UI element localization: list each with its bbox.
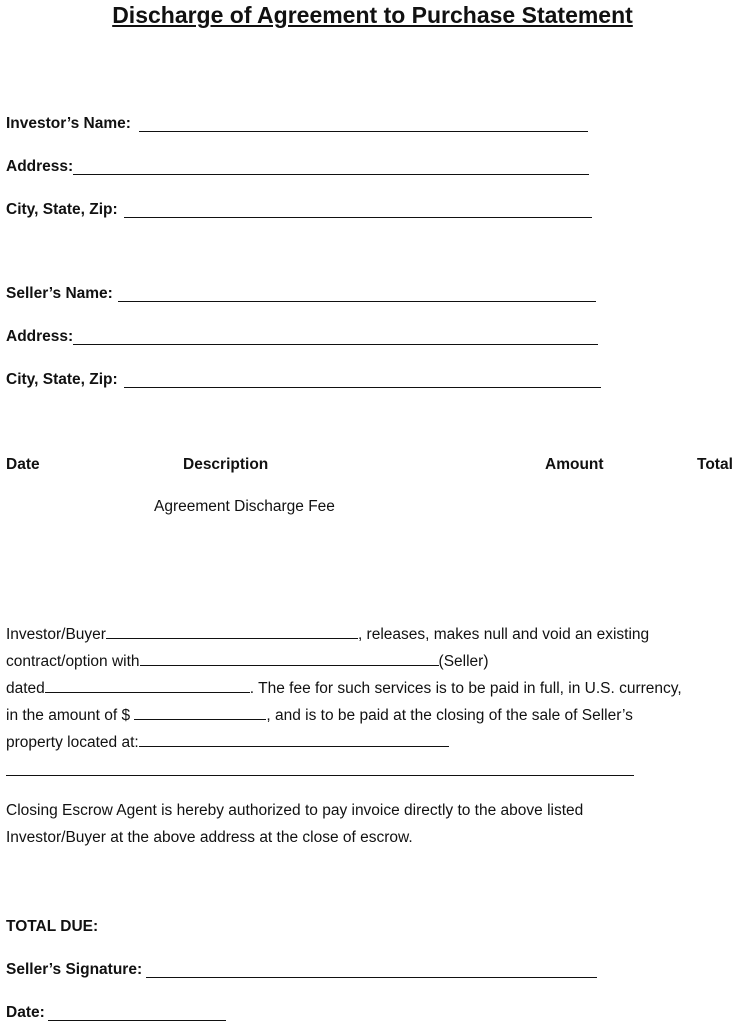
release-line-1 bbox=[6, 621, 649, 648]
amount-column-header: Amount bbox=[545, 456, 604, 473]
seller-name-label: Seller’s Name: bbox=[6, 285, 113, 302]
date-field[interactable] bbox=[48, 1005, 226, 1021]
amount-suffix-text: , and is to be paid at the closing of the sale of Seller’s bbox=[266, 707, 633, 724]
fee-text: . The fee for such services is to be paid in full, in U.S. currency, bbox=[249, 680, 682, 697]
date-column-header: Date bbox=[6, 456, 40, 473]
seller-signature-label: Seller’s Signature: bbox=[6, 961, 143, 978]
fee-description-cell: Agreement Discharge Fee bbox=[154, 498, 335, 515]
investor-name-field[interactable] bbox=[139, 116, 588, 132]
contract-with-label: contract/option with bbox=[6, 653, 140, 670]
investor-buyer-blank[interactable] bbox=[106, 624, 358, 639]
dated-label: dated bbox=[6, 680, 45, 697]
investor-address-field[interactable] bbox=[73, 159, 589, 175]
date-label: Date: bbox=[6, 1004, 45, 1021]
release-line-5 bbox=[6, 729, 449, 756]
document-title: Discharge of Agreement to Purchase Statement bbox=[112, 2, 633, 28]
seller-paren-text: (Seller) bbox=[438, 653, 489, 670]
amount-blank[interactable] bbox=[134, 705, 266, 720]
seller-address-label: Address: bbox=[6, 328, 74, 345]
dated-blank[interactable] bbox=[45, 678, 250, 693]
total-due-label: TOTAL DUE: bbox=[6, 918, 99, 935]
investor-city-label: City, State, Zip: bbox=[6, 201, 118, 218]
total-column-header: Total bbox=[697, 456, 733, 473]
escrow-line-2: Investor/Buyer at the above address at the close of escrow. bbox=[6, 829, 413, 846]
seller-city-field[interactable] bbox=[124, 372, 601, 388]
seller-city-label: City, State, Zip: bbox=[6, 371, 118, 388]
investor-name-label: Investor’s Name: bbox=[6, 115, 131, 132]
seller-address-field[interactable] bbox=[73, 329, 598, 345]
amount-prefix-text: in the amount of $ bbox=[6, 707, 131, 724]
release-line-2 bbox=[6, 648, 489, 675]
investor-address-label: Address: bbox=[6, 158, 74, 175]
description-column-header: Description bbox=[183, 456, 269, 473]
property-label: property located at: bbox=[6, 734, 139, 751]
seller-signature-field[interactable] bbox=[146, 962, 597, 978]
escrow-line-1: Closing Escrow Agent is hereby authorized to pay invoice directly to the above listed bbox=[6, 802, 584, 819]
investor-city-field[interactable] bbox=[124, 202, 592, 218]
release-line-3 bbox=[6, 675, 682, 702]
releases-text: , releases, makes null and void an existing bbox=[357, 626, 650, 643]
property-blank[interactable] bbox=[139, 732, 449, 747]
seller-name-field[interactable] bbox=[118, 286, 596, 302]
investor-buyer-label: Investor/Buyer bbox=[6, 626, 106, 643]
property-continuation-field[interactable] bbox=[6, 760, 634, 776]
contract-seller-blank[interactable] bbox=[140, 651, 439, 666]
release-line-4 bbox=[6, 702, 633, 729]
